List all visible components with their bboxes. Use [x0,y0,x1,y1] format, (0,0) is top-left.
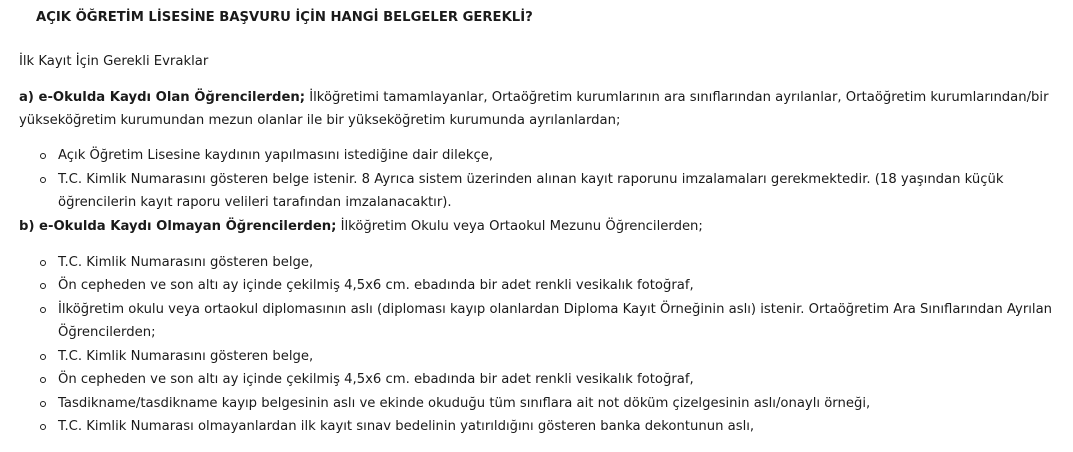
section-b-text: İlköğretim Okulu veya Ortaokul Mezunu Öğrencilerden; [336,218,703,234]
circle-bullet-icon [40,260,46,266]
list-item-text: T.C. Kimlik Numarasını gösteren belge istenir. 8 Ayrıca sistem üzerinden alınan kayıt raporunu imzalamaları gerekmektedir. (18 yaşından küçük öğrencilerin kayıt raporu velileri tarafından imzalanacaktır). [58,171,1004,210]
circle-bullet-icon [40,153,46,159]
section-a-list [19,144,1073,215]
circle-bullet-icon [40,177,46,183]
list-item [40,144,1058,168]
list-item-text: T.C. Kimlik Numarasını gösteren belge, [58,254,314,270]
circle-bullet-icon [40,354,46,360]
list-item-text: T.C. Kimlik Numarası olmayanlardan ilk kayıt sınav bedelinin yatırıldığını gösteren banka dekontunun aslı, [58,419,755,434]
circle-bullet-icon [40,377,46,383]
page-title: AÇIK ÖĞRETİM LİSESİNE BAŞVURU İÇİN HANGİ BELGELER GEREKLİ? [36,10,533,25]
list-item [40,392,1058,416]
intro-text: İlk Kayıt İçin Gerekli Evraklar [19,54,209,69]
list-item [40,345,1058,369]
section-a-label: a) e-Okulda Kaydı Olan Öğrencilerden; [19,90,306,105]
list-item [40,298,1058,345]
list-item-text: Ön cepheden ve son altı ay içinde çekilmiş 4,5x6 cm. ebadında bir adet renkli vesikalık fotoğraf, [58,278,694,293]
list-item-text: Açık Öğretim Lisesine kaydının yapılmasını istediğine dair dilekçe, [58,148,494,163]
list-item-text: Ön cepheden ve son altı ay içinde çekilmiş 4,5x6 cm. ebadında bir adet renkli vesikalık fotoğraf, [58,372,694,387]
circle-bullet-icon [40,283,46,289]
section-b-paragraph [19,215,1073,238]
circle-bullet-icon [40,424,46,430]
list-item-text: İlköğretim okulu veya ortaokul diplomasının aslı (diploması kayıp olanlardan Diploma Kayıt Örneğinin aslı) istenir. Ortaöğretim Ara Sınıflarından Ayrılan Öğrencilerden; [58,301,1053,340]
circle-bullet-icon [40,307,46,313]
list-item [40,168,1058,215]
list-item [40,368,1058,392]
section-a-text: İlköğretimi tamamlayanlar, Ortaöğretim kurumlarının ara sınıflarından ayrılanlar, Ortaöğretim kurumlarından/bir yükseköğretim kurumundan mezun olanlar ile bir yükseköğretim kurumunda ayrılanlardan; [19,90,1049,128]
section-b-list [19,251,1073,439]
section-b-label: b) e-Okulda Kaydı Olmayan Öğrencilerden; [19,218,337,234]
list-item [40,274,1058,298]
list-item-text: T.C. Kimlik Numarasını gösteren belge, [58,348,314,364]
list-item [40,415,1058,439]
section-a-paragraph [19,86,1073,132]
list-item [40,251,1058,275]
circle-bullet-icon [40,401,46,407]
list-item-text: Tasdikname/tasdikname kayıp belgesinin aslı ve ekinde okuduğu tüm sınıflara ait not döküm çizelgesinin aslı/onaylı örneği, [58,395,871,411]
